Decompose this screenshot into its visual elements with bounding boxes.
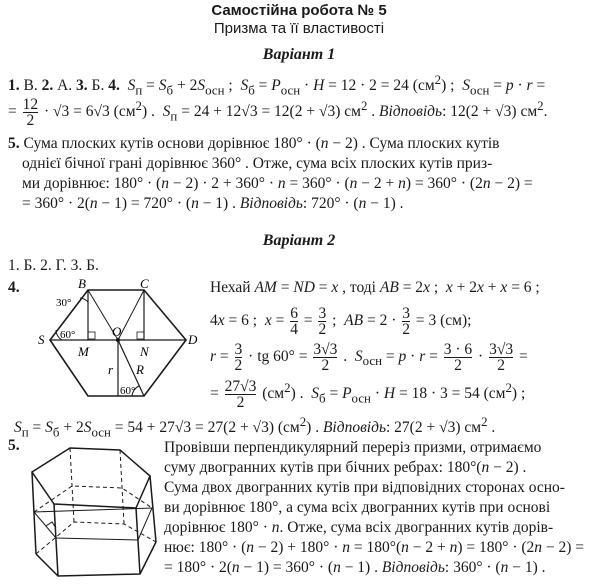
label-R: R: [136, 362, 144, 377]
v2-answers: 1. Б. 2. Г. 3. Б.: [8, 257, 99, 274]
page-title: Самостійна робота № 5: [211, 2, 387, 19]
v2-p5-line-4: ви дорівнює 180°, а сума всіх двогранних кутів при основі: [164, 499, 551, 516]
v2-s4-line-1: Нехай AM = ND = x , тоді AB = 2x ; x + 2x + x = 6 ;: [210, 279, 540, 296]
edge-4: [150, 476, 156, 542]
perpendicular-section: [34, 508, 152, 540]
v2-p5-line-7: = 180° · 2(n − 1) = 360° · (n − 1) . Відповідь: 360° · (n − 1) .: [164, 559, 546, 576]
v1-p5-line-2: однієї бічної грані дорівнює 360° . Отже, сума всіх плоских кутів приз-: [22, 155, 493, 172]
label-n: N: [140, 344, 149, 359]
variant2-heading: Варіант 2: [262, 232, 336, 249]
right-angle-m: [88, 332, 95, 339]
label-o: O: [112, 324, 122, 339]
variant1-heading: Варіант 1: [262, 46, 336, 63]
v2-num-4: 4.: [8, 279, 20, 296]
v2-s4-line-5: $S_п = S_б + 2S_{осн} = 54 + 27√3 = 27(2 + √3)$ $(см^2)$ . Відповідь: 27(2 + √3) $см^2$ .: [14, 414, 496, 440]
v2-s4-line-3: r = $\frac{3}{2}$ · tg 60° = $\frac{3√3}{2}$ . $S_{осн} = p \cdot r$ = $\frac{3 \cdot 6}{2}$ · $\frac{3√3}{2}$ =: [210, 341, 528, 374]
label-m: M: [78, 344, 89, 359]
label-d: D: [188, 332, 198, 347]
edge-3: [136, 508, 140, 574]
v2-p5-line-6: нює: 180° · (n − 2) + 180° · n = 180°(n − 2 + n) = 180° · (2n − 2) =: [164, 539, 585, 556]
edge-hidden-2: [120, 450, 124, 524]
edge-2: [54, 504, 58, 576]
v2-p5-line-1: Провівши перпендикулярний переріз призми, отримаємо: [164, 439, 542, 456]
page-subtitle: Призма та її властивості: [213, 20, 385, 37]
v1-p5-line-1: 5. Сума плоских кутів основи дорівнює 180° · (n − 2) . Сума плоских кутів: [8, 135, 500, 152]
v2-p5-line-5: дорівнює 180° · n. Отже, сума всіх двогранних кутів дорів-: [164, 519, 554, 536]
v2-p5-line-3: Сума двох двогранних кутів при відповідних сторонах осно-: [164, 479, 565, 496]
label-c: C: [140, 278, 149, 291]
label-r: r: [108, 362, 114, 377]
v2-num-5: 5.: [8, 437, 20, 454]
prism-top-face: [32, 448, 150, 508]
v1-p5-line-4: = 360° · 2(n − 1) = 720° · (n − 1) . Відповідь: 720° · (n − 1) .: [22, 195, 404, 212]
label-s: S: [38, 332, 45, 347]
v2-s4-line-2: 4x = 6 ; x = $\frac{6}{4}$ = $\frac{3}{2}$ ; AB = 2 · $\frac{3}{2}$ = 3 (см);: [210, 305, 472, 338]
v1-line-2: = $\frac{12}{2}$ · √3 = 6√3 $(см^2)$ . $S_п = 24 + 12√3 = 12(2 + √3)$ $см^2$ . Відповідь: 12(2 + √3) $см^2$.: [8, 96, 548, 130]
v1-p5-line-3: ми дорівнює: 180° · (n − 2) · 2 + 360° · n = 360° · (n − 2 + n) = 360° · (2n − 2) =: [22, 175, 533, 192]
v2-p5-line-2: суму двогранних кутів при бічних ребрах: 180°(n − 2) .: [164, 459, 527, 476]
v1-line-1: 1. В. 2. А. 3. Б. 4. $S_п = S_б + 2S_{осн}$ ; $S_б = P_{осн} \cdot H = 12 \cdot 2 = 24$ $(см^2)$ ; $S_{осн} = p \cdot r$ =: [8, 72, 546, 98]
v2-s4-line-4: = $\frac{27√3}{2}$ $(см^2)$ . $S_б = P_{осн} \cdot H = 18 \cdot 3 = 54$ $(см^2)$ ;: [210, 378, 526, 412]
label-angle-30: 30°: [56, 297, 72, 309]
label-angle-60-s: 60°: [60, 329, 76, 341]
hexagon-figure: [38, 278, 208, 402]
label-b: B: [78, 278, 86, 291]
prism-figure: [24, 442, 164, 582]
right-angle-n: [137, 332, 144, 339]
label-angle-60-bottom: 60°: [120, 385, 136, 397]
segment-oc: [118, 290, 144, 340]
